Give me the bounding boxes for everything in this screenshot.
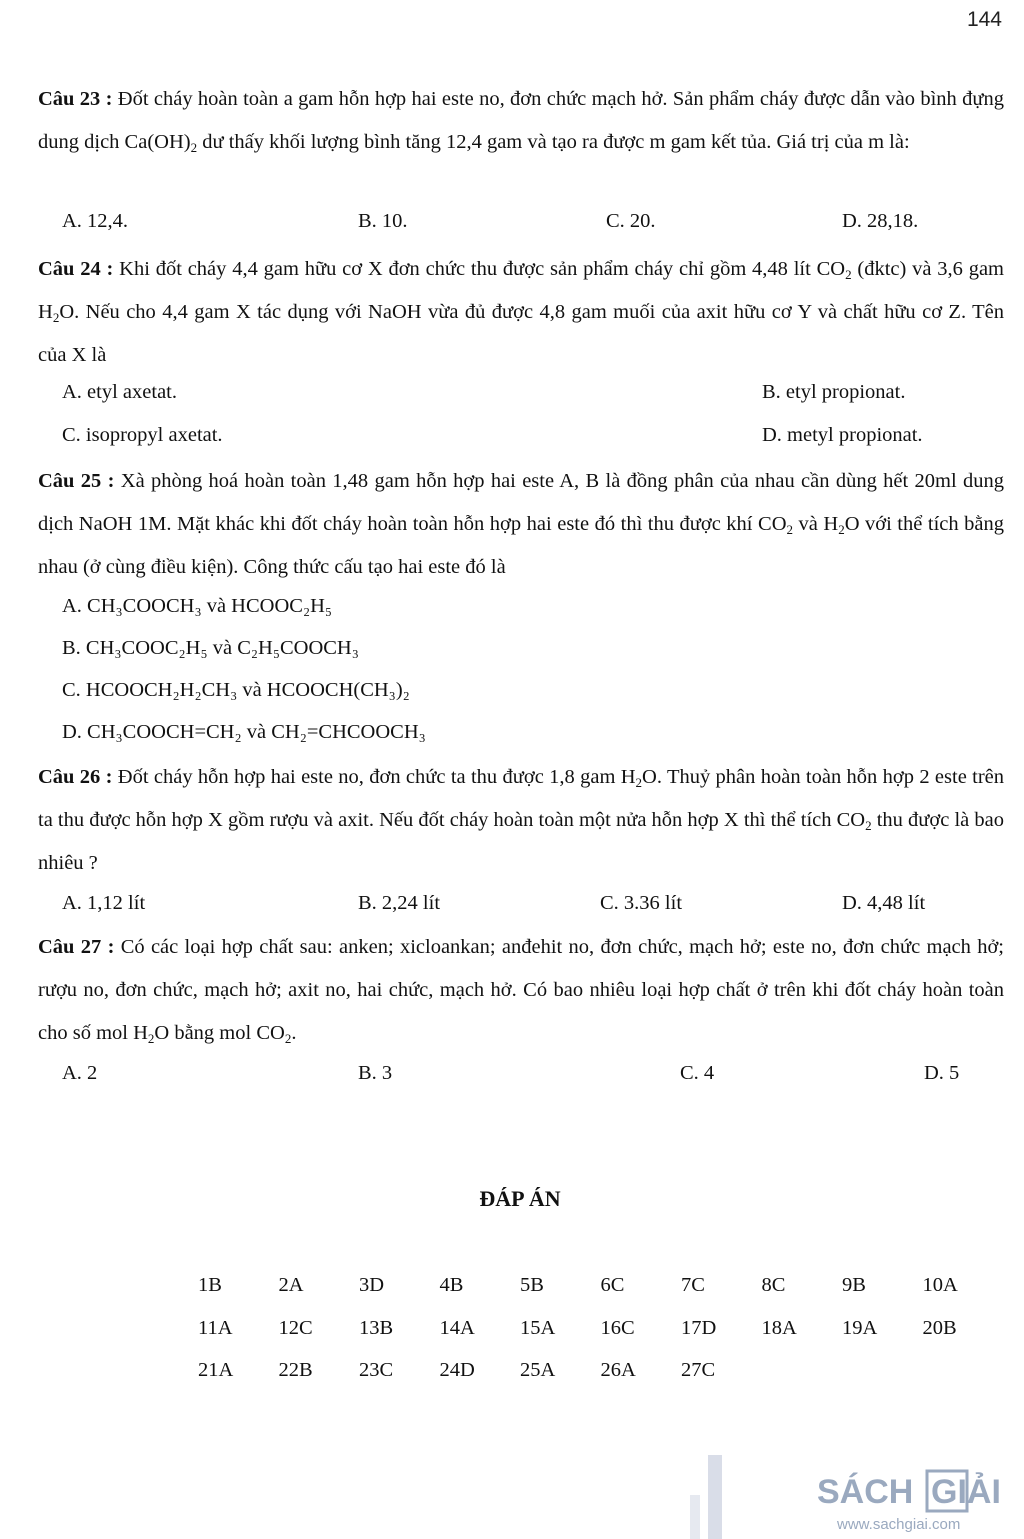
page-number: 144 (966, 8, 1002, 31)
question-text: Đốt cháy hoàn toàn a gam hỗn hợp hai este no, đơn chức mạch hở. Sản phẩm cháy được dẫn vào bình đựng dung dịch Ca(OH) (38, 88, 1004, 153)
subscript: 2 (147, 1031, 155, 1046)
question-text: O. Nếu cho 4,4 gam X tác dụng với NaOH vừa đủ được 4,8 gam muối của axit hữu cơ Y và chất hữu cơ Z. Tên của X là (38, 301, 1004, 366)
subscript: 2 (845, 267, 852, 282)
question-label: Câu 25 : (38, 470, 115, 492)
subscript: 2 (284, 1031, 292, 1046)
question-text: dư thấy khối lượng bình tăng 12,4 gam và tạo ra được m gam kết tủa. Giá trị của m là: (197, 131, 910, 153)
answer-cell: 24D (439, 1359, 475, 1381)
watermark-brand-text: GIẢI (931, 1473, 1001, 1511)
question-text: O. Thuỷ phân hoàn toàn hỗn hợp 2 este trên ta thu được hỗn hợp X gồm rượu và axit. Nếu đốt cháy hoàn toàn một nửa hỗn hợp X thì thể tích CO (38, 766, 1004, 831)
question-text: Có các loại hợp chất sau: anken; xicloankan; anđehit no, đơn chức, mạch hở; este no, đơn chức mạch hở; rượu no, đơn chức, mạch hở; axit no, hai chức, mạch hở. Có bao nhiêu loại hợp chất ở trên khi đốt cháy hoàn toàn cho số mol H (38, 936, 1004, 1044)
question-label: Câu 27 : (38, 936, 115, 958)
question-text: . (291, 1022, 297, 1044)
answer-cell: 4B (439, 1274, 464, 1296)
option-b: B. 10. (358, 210, 408, 232)
answer-cell: 13B (359, 1317, 394, 1339)
question-text: O bằng mol CO (154, 1022, 285, 1044)
question-text: Khi đốt cháy 4,4 gam hữu cơ X đơn chức thu được sản phẩm cháy chỉ gồm 4,48 lít CO (113, 258, 846, 280)
option-a: A. 1,12 lít (62, 892, 146, 914)
option-b: B. CH₃COOC₂H₅ và C₂H₅COOCH₃ (62, 637, 359, 659)
question-text: Đốt cháy hỗn hợp hai este no, đơn chức ta thu được 1,8 gam H (112, 766, 636, 788)
answer-cell: 27C (681, 1359, 716, 1381)
answer-cell: 21A (198, 1359, 234, 1381)
subscript: 2 (52, 310, 60, 325)
option-b: B. 2,24 lít (358, 892, 441, 914)
answer-cell: 15A (520, 1317, 556, 1339)
answer-cell: 22B (278, 1359, 313, 1381)
answer-cell: 6C (600, 1274, 625, 1296)
option-c: C. HCOOCH₂H₂CH₃ và HCOOCH(CH₃)₂ (62, 679, 410, 701)
answer-cell: 12C (278, 1317, 313, 1339)
option-c: C. 4 (680, 1062, 715, 1084)
answer-cell: 19A (842, 1317, 878, 1339)
answer-cell: 10A (922, 1274, 958, 1296)
answer-cell: 11A (198, 1317, 233, 1339)
watermark-decoration-icon (690, 1455, 750, 1539)
question-26 (38, 756, 1004, 885)
option-d: D. metyl propionat. (762, 424, 923, 446)
answer-cell: 16C (600, 1317, 635, 1339)
question-label: Câu 24 : (38, 258, 114, 280)
option-d: D. CH₃COOCH=CH₂ và CH₂=CHCOOCH₃ (62, 721, 426, 743)
question-text: Xà phòng hoá hoàn toàn 1,48 gam hỗn hợp hai este A, B là đồng phân của nhau cần dùng hết 20ml dung dịch NaOH 1M. Mặt khác khi đốt cháy hoàn toàn hỗn hợp hai este đó thì thu được khí CO (38, 470, 1004, 535)
option-d: D. 28,18. (842, 210, 919, 232)
question-text: (đktc) và 3,6 gam H (38, 258, 1004, 323)
subscript: 2 (190, 140, 198, 155)
option-a: A. 2 (62, 1062, 98, 1084)
question-label: Câu 26 : (38, 766, 113, 788)
subscript: 2 (786, 522, 793, 537)
watermark-logo (815, 1455, 1020, 1535)
answer-cell: 1B (198, 1274, 222, 1296)
question-text: O với thể tích bằng nhau (ở cùng điều kiện). Công thức cấu tạo hai este đó là (38, 513, 1004, 578)
answer-cell: 23C (359, 1359, 394, 1381)
answer-cell: 25A (520, 1359, 556, 1381)
option-b: B. etyl propionat. (762, 381, 906, 403)
question-text: thu được là bao nhiêu ? (38, 809, 1005, 874)
option-c: C. isopropyl axetat. (62, 424, 223, 446)
watermark-brand-text: SÁCH (817, 1473, 914, 1511)
answer-key-title: ĐÁP ÁN (479, 1186, 561, 1211)
option-c: C. 20. (606, 210, 656, 232)
question-text: và H (793, 513, 839, 535)
answer-cell: 18A (761, 1317, 797, 1339)
subscript: 2 (635, 775, 643, 790)
answer-cell: 17D (681, 1317, 717, 1339)
answer-cell: 14A (439, 1317, 475, 1339)
answer-cell: 8C (761, 1274, 786, 1296)
option-d: D. 4,48 lít (842, 892, 926, 914)
question-24 (38, 248, 1004, 377)
answer-cell: 20B (922, 1317, 957, 1339)
answer-cell: 3D (359, 1274, 385, 1296)
option-c: C. 3.36 lít (600, 892, 683, 914)
watermark-url: www.sachgiai.com (837, 1516, 961, 1533)
option-b: B. 3 (358, 1062, 393, 1084)
answer-cell: 26A (600, 1359, 636, 1381)
answer-cell: 7C (681, 1274, 705, 1296)
answer-cell: 2A (278, 1274, 304, 1296)
subscript: 2 (865, 818, 872, 833)
option-a: A. etyl axetat. (62, 381, 177, 403)
option-a: A. 12,4. (62, 210, 129, 232)
question-23 (38, 78, 1004, 164)
subscript: 2 (838, 522, 845, 537)
question-25 (38, 460, 1004, 589)
answer-cell: 5B (520, 1274, 544, 1296)
option-d: D. 5 (924, 1062, 960, 1084)
question-27 (38, 926, 1004, 1055)
answer-cell: 9B (842, 1274, 866, 1296)
question-label: Câu 23 : (38, 88, 113, 110)
option-a: A. CH₃COOCH₃ và HCOOC₂H₅ (62, 595, 333, 617)
